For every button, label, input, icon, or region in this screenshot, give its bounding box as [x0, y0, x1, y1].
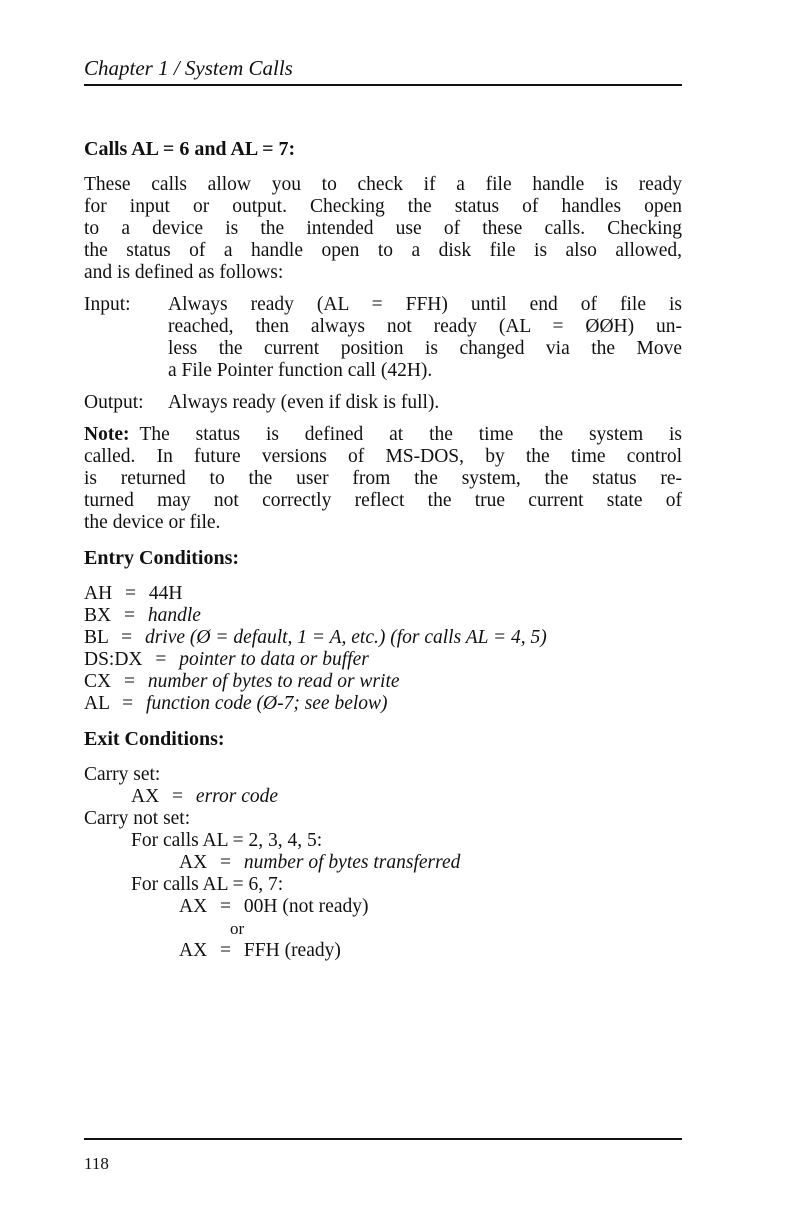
exit-row [84, 852, 682, 874]
entry-row [84, 605, 682, 627]
for-calls-label: For calls AL = 6, 7: [131, 874, 284, 895]
register-name: AX [131, 786, 160, 807]
equals-sign: = [125, 583, 137, 604]
register-name: DS:DX [84, 649, 143, 670]
note-line [84, 424, 682, 446]
equals-sign: = [172, 786, 184, 807]
register-value: handle [147, 605, 201, 626]
intro-line: These calls allow you to check if a file handle is ready [84, 174, 682, 195]
input-definition [84, 294, 682, 382]
exit-row [84, 786, 682, 808]
page-number: 118 [84, 1154, 109, 1173]
input-line: Always ready (AL = FFH) until end of file is [168, 294, 682, 315]
for-calls-label: For calls AL = 2, 3, 4, 5: [131, 830, 323, 851]
exit-conditions-list [84, 764, 682, 962]
exit-row [84, 896, 682, 918]
intro-paragraph [84, 174, 682, 284]
output-label: Output: [84, 392, 144, 413]
equals-sign: = [220, 852, 232, 873]
equals-sign: = [123, 671, 135, 692]
input-label: Input: [84, 294, 131, 315]
main-content [84, 137, 682, 962]
register-name: AH [84, 583, 113, 604]
input-line: less the current position is changed via the Move [168, 338, 682, 359]
register-name: AX [179, 852, 208, 873]
entry-conditions-heading: Entry Conditions: [84, 547, 240, 569]
entry-row [84, 693, 682, 715]
running-header: Chapter 1 / System Calls [84, 56, 293, 80]
entry-row [84, 649, 682, 671]
intro-line: the status of a handle open to a disk file is also allowed, [84, 240, 682, 261]
exit-row [84, 940, 682, 962]
entry-conditions-list [84, 583, 682, 715]
register-value: FFH (ready) [243, 940, 341, 961]
register-name: CX [84, 671, 112, 692]
equals-sign: = [122, 693, 134, 714]
intro-line: and is defined as follows: [84, 262, 284, 283]
register-value: pointer to data or buffer [179, 649, 369, 670]
register-name: AX [179, 896, 208, 917]
note-line: turned may not correctly reflect the true current state of [84, 490, 682, 511]
equals-sign: = [220, 940, 232, 961]
register-name: AL [84, 693, 110, 714]
register-value: error code [195, 786, 279, 807]
register-value: drive (Ø = default, 1 = A, etc.) (for calls AL = 4, 5) [144, 627, 547, 648]
register-value: number of bytes to read or write [147, 671, 400, 692]
entry-row [84, 671, 682, 693]
note-paragraph [84, 424, 682, 534]
equals-sign: = [123, 605, 135, 626]
note-line: called. In future versions of MS-DOS, by the time control [84, 446, 682, 467]
entry-row [84, 627, 682, 649]
carry-not-set-label: Carry not set: [84, 808, 191, 829]
or-label: or [230, 919, 245, 938]
note-label: Note: [84, 424, 130, 445]
register-value: 44H [148, 583, 183, 604]
input-text [168, 294, 682, 382]
register-value: function code (Ø-7; see below) [146, 693, 388, 714]
intro-line: to a device is the intended use of these calls. Checking [84, 218, 682, 239]
header-rule [84, 84, 682, 86]
intro-line: for input or output. Checking the status of handles open [84, 196, 682, 217]
equals-sign: = [121, 627, 133, 648]
input-line: a File Pointer function call (42H). [168, 360, 433, 381]
output-text: Always ready (even if disk is full). [168, 392, 440, 413]
register-name: BL [84, 627, 109, 648]
carry-set-label: Carry set: [84, 764, 161, 785]
input-line: reached, then always not ready (AL = ØØH) un- [168, 316, 682, 337]
exit-conditions-heading: Exit Conditions: [84, 728, 225, 750]
output-definition [84, 392, 682, 414]
register-name: BX [84, 605, 112, 626]
register-value: number of bytes transferred [243, 852, 461, 873]
note-line: the device or file. [84, 512, 221, 533]
section-heading: Calls AL = 6 and AL = 7: [84, 138, 296, 160]
equals-sign: = [220, 896, 232, 917]
register-value: 00H (not ready) [243, 896, 369, 917]
register-name: AX [179, 940, 208, 961]
equals-sign: = [155, 649, 167, 670]
note-line: is returned to the user from the system, the status re- [84, 468, 682, 489]
footer-rule [84, 1138, 682, 1140]
entry-row [84, 583, 682, 605]
note-text: The status is defined at the time the system is [139, 424, 682, 445]
